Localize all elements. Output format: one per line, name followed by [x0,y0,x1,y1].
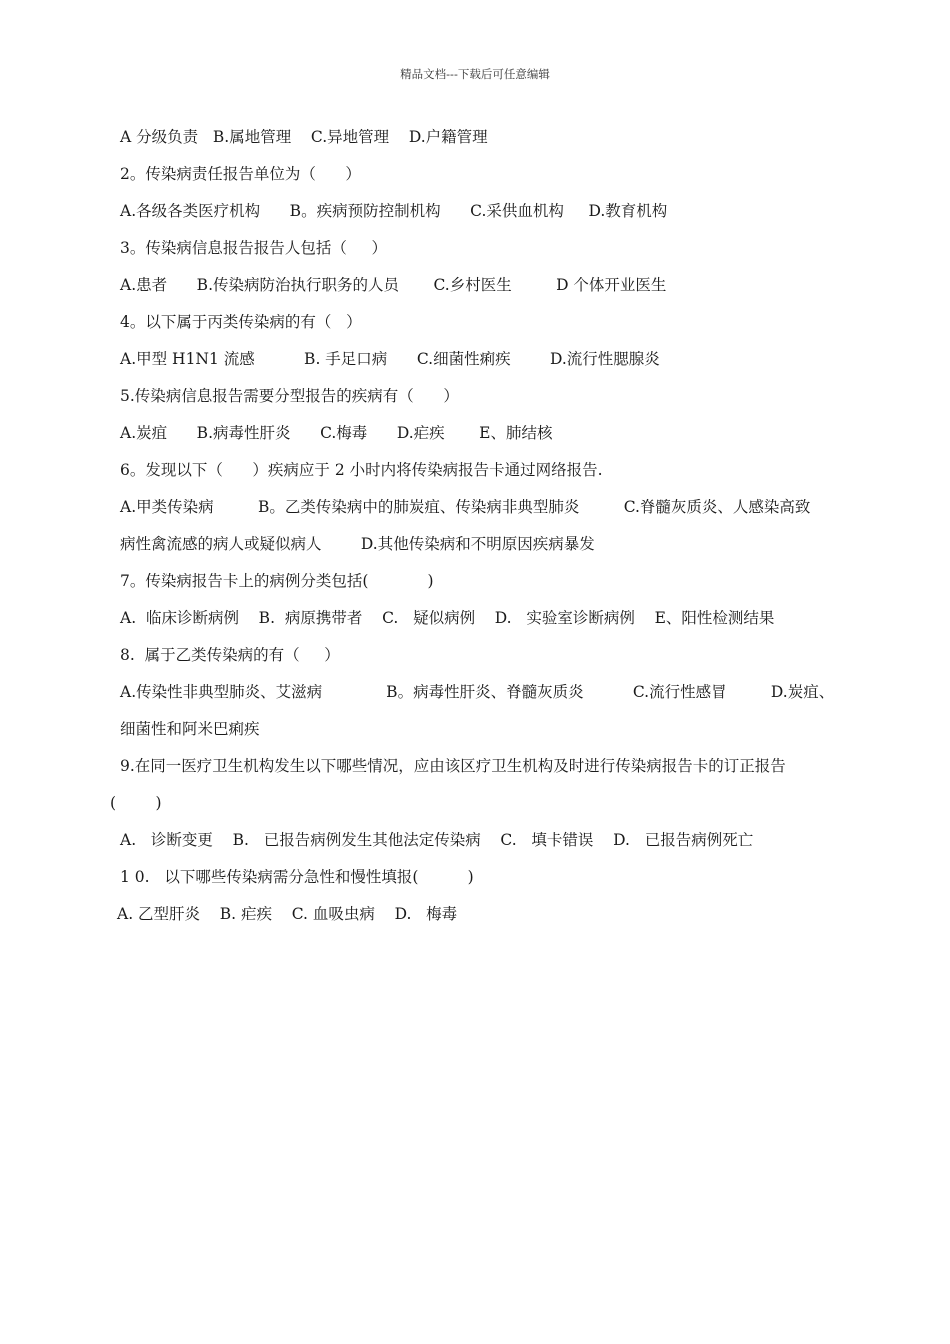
q2-question: 2。传染病责任报告单位为（ ） [120,165,361,183]
q4-question: 4。以下属于丙类传染病的有（ ） [120,313,362,331]
q6-options-line1: A.甲类传染病 B。乙类传染病中的肺炭疽、传染病非典型肺炎 C.脊髓灰质炎、人感染高致 [120,498,811,516]
q7-question: 7。传染病报告卡上的病例分类包括( ) [120,572,434,590]
q3-options: A.患者 B.传染病防治执行职务的人员 C.乡村医生 D 个体开业医生 [120,276,667,294]
page-header: 精品文档---下载后可任意编辑 [400,67,550,81]
q3-question: 3。传染病信息报告报告人包括（ ） [120,239,387,257]
q5-options: A.炭疽 B.病毒性肝炎 C.梅毒 D.疟疾 E、肺结核 [120,424,553,442]
q8-options-line2: 细菌性和阿米巴痢疾 [120,720,260,738]
q10-options: A. 乙型肝炎 B. 疟疾 C. 血吸虫病 D. 梅毒 [117,905,458,923]
q9-question-line1: 9.在同一医疗卫生机构发生以下哪些情况，应由该区疗卫生机构及时进行传染病报告卡的订正报告 [120,757,786,775]
q8-options-line1: A.传染性非典型肺炎、艾滋病 B。病毒性肝炎、脊髓灰质炎 C.流行性感冒 D.炭疽、 [120,683,835,701]
q8-question: 8. 属于乙类传染病的有（ ） [120,646,340,664]
q5-question: 5.传染病信息报告需要分型报告的疾病有（ ） [120,387,459,405]
q10-question: 1 0. 以下哪些传染病需分急性和慢性填报( ) [120,868,474,886]
q9-question-line2: ( ) [110,794,162,812]
q9-options: A. 诊断变更 B. 已报告病例发生其他法定传染病 C. 填卡错误 D. 已报告病例死亡 [120,831,754,849]
q6-options-line2: 病性禽流感的病人或疑似病人 D.其他传染病和不明原因疾病暴发 [120,535,595,553]
q7-options: A. 临床诊断病例 B. 病原携带者 C. 疑似病例 D. 实验室诊断病例 E、阳性检测结果 [120,609,775,627]
q2-options: A.各级各类医疗机构 B。疾病预防控制机构 C.采供血机构 D.教育机构 [120,202,668,220]
q4-options: A.甲型 H1N1 流感 B. 手足口病 C.细菌性痢疾 D.流行性腮腺炎 [120,350,660,368]
q1-options: A 分级负责 B.属地管理 C.异地管理 D.户籍管理 [120,128,488,146]
q6-question: 6。发现以下（ ）疾病应于 2 小时内将传染病报告卡通过网络报告. [120,461,603,479]
